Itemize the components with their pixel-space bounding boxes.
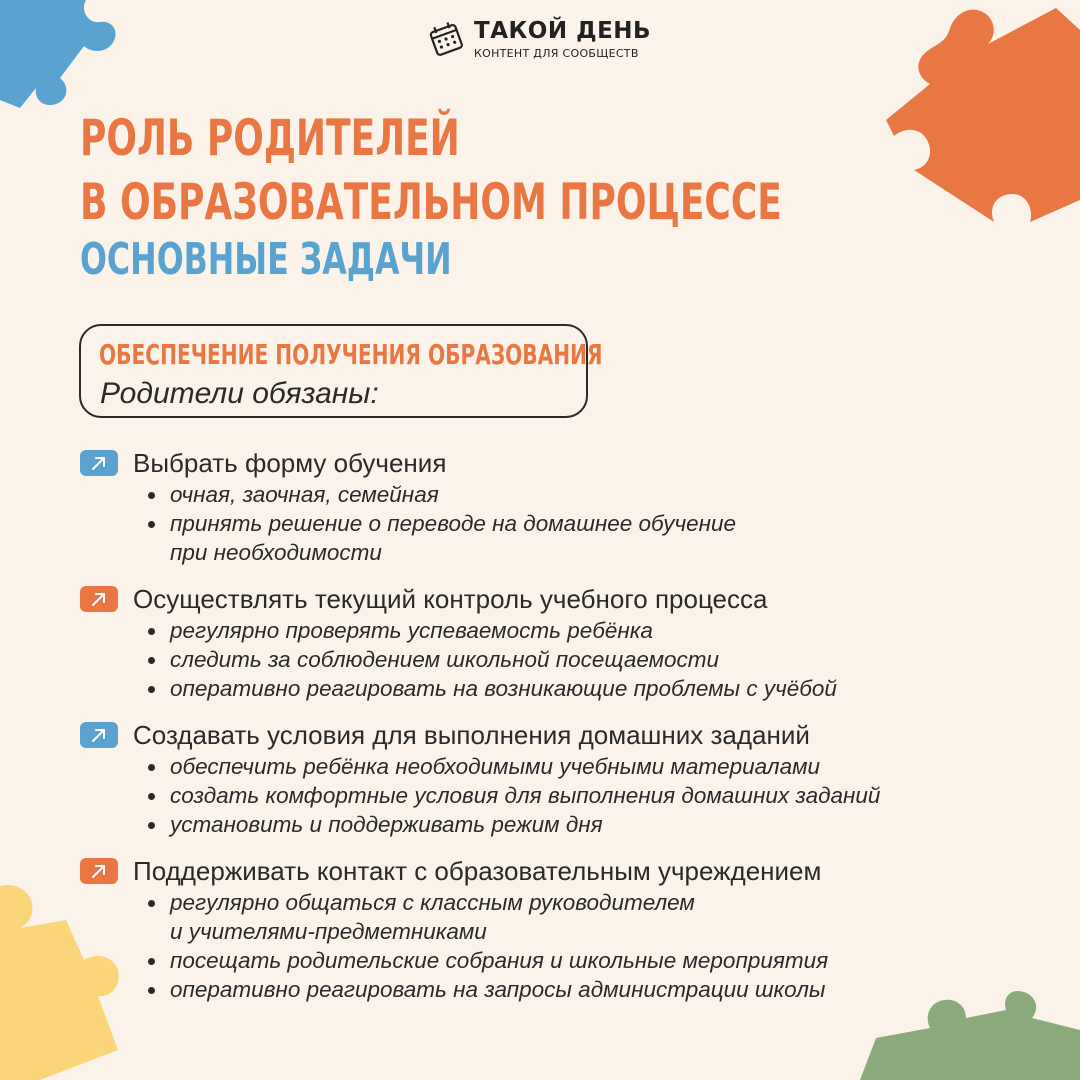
task-header [80,854,1070,888]
arrow-up-right-icon [80,586,118,612]
bullet-item: оперативно реагировать на запросы администрации школы [148,975,1070,1004]
task-header [80,718,1070,752]
bullet-item: посещать родительские собрания и школьные мероприятия [148,946,1070,975]
task-item [80,446,1070,567]
task-header [80,446,1070,480]
bullet-item: обеспечить ребёнка необходимыми учебными материалами [148,752,1070,781]
bullet-item: оперативно реагировать на возникающие проблемы с учёбой [148,674,1070,703]
task-item [80,854,1070,1004]
task-item [80,718,1070,839]
section-heading: ОБЕСПЕЧЕНИЕ ПОЛУЧЕНИЯ ОБРАЗОВАНИЯ [99,338,603,371]
bullet-item: следить за соблюдением школьной посещаемости [148,645,1070,674]
calendar-icon [426,19,466,59]
task-title: Выбрать форму обучения [133,448,447,478]
bullet-item: очная, заочная, семейная [148,480,1070,509]
task-title: Осуществлять текущий контроль учебного процесса [133,584,768,614]
page-title [80,106,782,234]
task-bullets [80,752,1070,839]
brand-name: ТАКОЙ ДЕНЬ [474,18,652,44]
bullet-item: принять решение о переводе на домашнее обучение при необходимости [148,509,1070,567]
task-list [80,446,1070,1019]
bullet-item: регулярно общаться с классным руководителем и учителями-предметниками [148,888,1070,946]
brand-tagline: КОНТЕНТ ДЛЯ СООБЩЕСТВ [474,47,639,60]
brand-logo [426,18,651,60]
arrow-up-right-icon [80,858,118,884]
task-item [80,582,1070,703]
puzzle-orange-decoration [880,0,1080,240]
task-bullets [80,888,1070,1004]
task-title: Поддерживать контакт с образовательным учреждением [133,856,822,886]
task-bullets [80,616,1070,703]
task-bullets [80,480,1070,567]
page-title-line-2: В ОБРАЗОВАТЕЛЬНОМ ПРОЦЕССЕ [80,173,782,231]
task-title: Создавать условия для выполнения домашних заданий [133,720,810,750]
bullet-item: установить и поддерживать режим дня [148,810,1070,839]
section-text: Родители обязаны: [100,377,379,410]
arrow-up-right-icon [80,450,118,476]
puzzle-blue-decoration [0,0,130,115]
arrow-up-right-icon [80,722,118,748]
bullet-item: регулярно проверять успеваемость ребёнка [148,616,1070,645]
bullet-item: создать комфортные условия для выполнения домашних заданий [148,781,1070,810]
section-box [79,324,603,418]
task-header [80,582,1070,616]
page-subtitle: ОСНОВНЫЕ ЗАДАЧИ [80,234,452,285]
page-title-line-1: РОЛЬ РОДИТЕЛЕЙ [80,109,460,167]
